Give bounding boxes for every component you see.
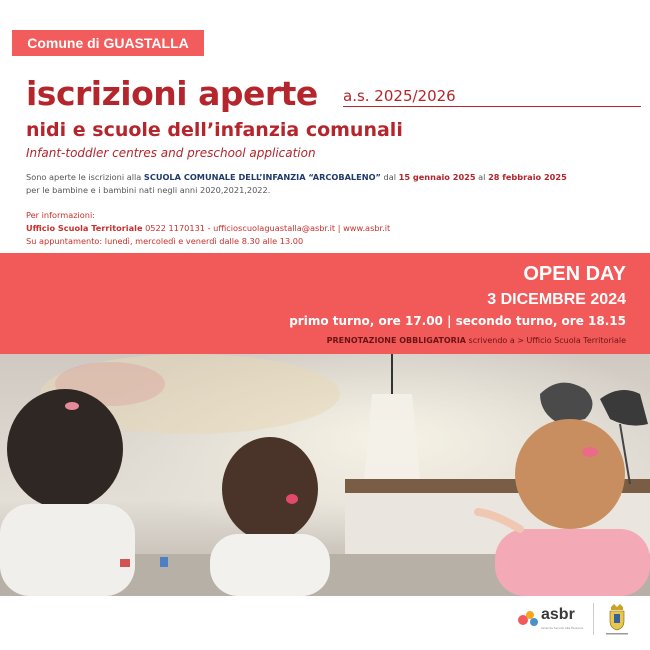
booking-note	[327, 336, 626, 345]
crest-icon	[602, 603, 632, 637]
intro-line-1	[26, 171, 626, 184]
info-contacts-line	[26, 222, 626, 235]
school-year: a.s. 2025/2026	[343, 87, 456, 105]
intro-line-2: per le bambine e i bambini nati negli anni 2020,2021,2022.	[26, 185, 271, 195]
booking-instructions: scrivendo a > Ufficio Scuola Territoriale	[465, 336, 626, 345]
date-to: 28 febbraio 2025	[488, 172, 567, 182]
page-title: iscrizioni aperte	[26, 74, 318, 113]
open-day-banner	[0, 253, 650, 354]
appointment-hours: Su appuntamento: lunedì, mercoledì e venerdì dalle 8.30 alle 13.00	[26, 236, 304, 246]
page-subtitle-english: Infant-toddler centres and preschool application	[26, 146, 316, 160]
info-label: Per informazioni:	[26, 210, 96, 220]
intro-part3: al	[475, 172, 489, 182]
school-name: SCUOLA COMUNALE DELL’INFANZIA “ARCOBALENO”	[143, 172, 381, 182]
open-day-turns: primo turno, ore 17.00 | secondo turno, ore 18.15	[289, 314, 626, 328]
asbr-logo	[517, 604, 589, 640]
children-photo-illustration	[0, 354, 650, 596]
office-contacts[interactable]: 0522 1170131 - ufficioscuolaguastalla@asbr.it | www.asbr.it	[142, 223, 391, 233]
comune-badge: Comune di GUASTALLA	[12, 30, 204, 56]
guastalla-crest	[602, 603, 632, 637]
asbr-mark-icon	[517, 608, 539, 628]
intro-part2: dal	[380, 172, 399, 182]
title-divider	[343, 106, 641, 107]
footer-divider	[593, 603, 594, 635]
intro-text	[26, 171, 626, 197]
contact-info	[26, 209, 626, 248]
intro-part1: Sono aperte le iscrizioni alla	[26, 172, 144, 182]
office-name: Ufficio Scuola Territoriale	[26, 223, 143, 233]
open-day-date: 3 DICEMBRE 2024	[487, 291, 626, 308]
open-day-title: OPEN DAY	[523, 263, 626, 285]
asbr-wordmark: asbr	[541, 606, 575, 623]
booking-required: PRENOTAZIONE OBBLIGATORIA	[326, 336, 466, 345]
page-subtitle: nidi e scuole dell’infanzia comunali	[26, 119, 403, 141]
date-from: 15 gennaio 2025	[398, 172, 476, 182]
children-photo	[0, 354, 650, 596]
asbr-tagline: Azienda Servizi alla Persona	[541, 626, 584, 630]
